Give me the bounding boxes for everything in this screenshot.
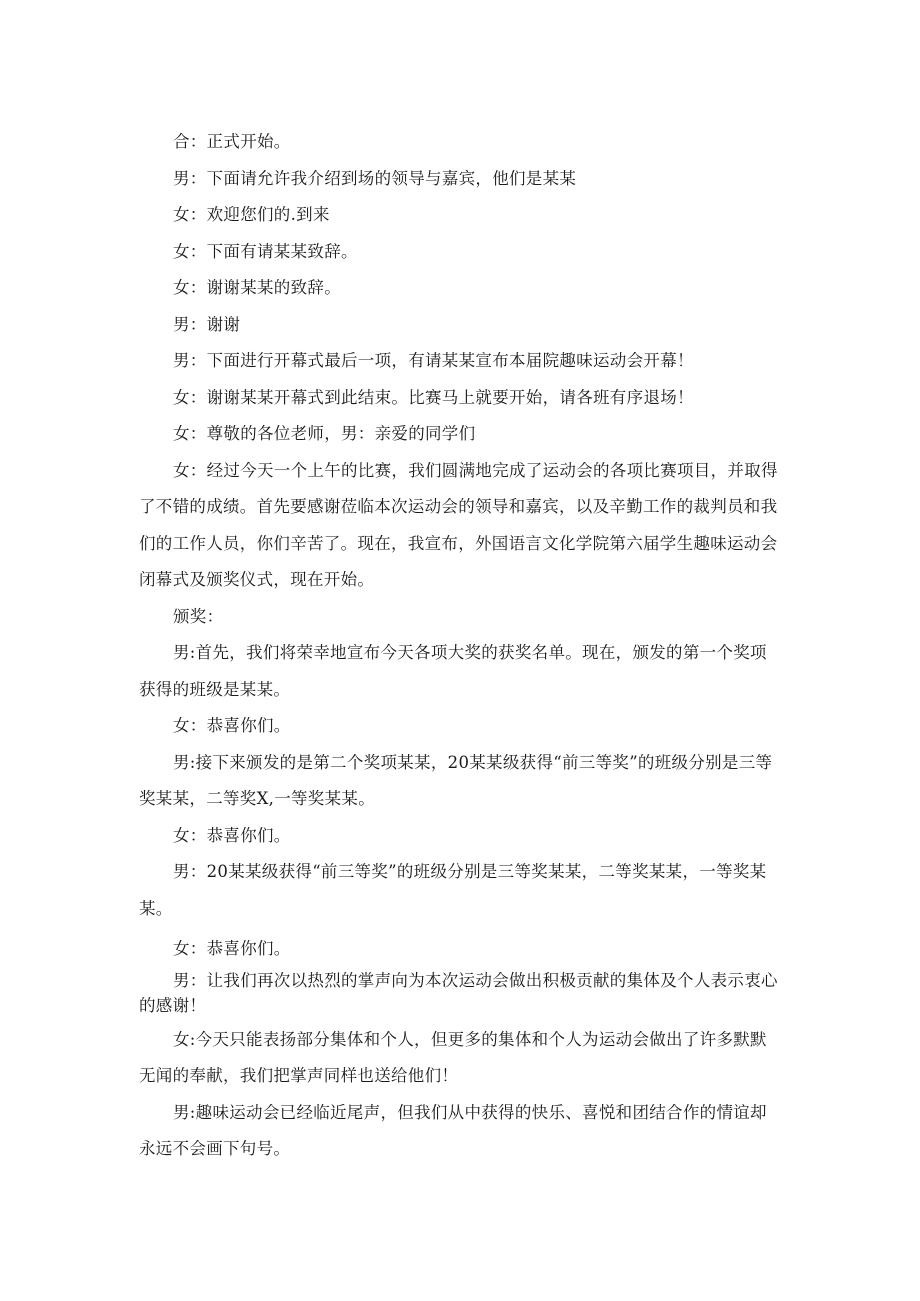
paragraph-7: 男：下面进行开幕式最后一项，有请某某宣布本届院趣味运动会开幕！: [173, 351, 694, 370]
paragraph-1: 合：正式开始。: [173, 132, 291, 151]
document-body: [139, 124, 781, 1168]
paragraph-2: 男：下面请允许我介绍到场的领导与嘉宾，他们是某某: [173, 168, 577, 188]
paragraph-8: 女：谢谢某某开幕式到此结束。比赛马上就要开始，请各班有序退场！: [173, 387, 694, 407]
paragraph-18: 男：让我们再次以热烈的掌声向为本次运动会做出积极贡献的集体及个人表示衷心的感谢！: [139, 970, 778, 1015]
paragraph-17: 女：恭喜你们。: [173, 939, 291, 958]
paragraph-3: 女：欢迎您们的.到来: [173, 205, 330, 224]
paragraph-16: 男：20某某级获得“前三等奖”的班级分别是三等奖某某，二等奖某某，一等奖某某。: [139, 862, 767, 918]
paragraph-13: 女：恭喜你们。: [173, 716, 291, 735]
paragraph-12: 男:首先，我们将荣幸地宣布今天各项大奖的获奖名单。现在，颁发的第一个奖项获得的班级是某某。: [139, 643, 767, 699]
paragraph-14: 男:接下来颁发的是第二个奖项某某，20某某级获得“前三等奖”的班级分别是三等奖某某，二等奖X,一等奖某某。: [139, 752, 773, 808]
paragraph-5: 女：谢谢某某的致辞。: [173, 278, 341, 297]
paragraph-15: 女：恭喜你们。: [173, 825, 291, 845]
paragraph-19: 女:今天只能表扬部分集体和个人，但更多的集体和个人为运动会做出了许多默默无闻的奉献，我们把掌声同样也送给他们！: [139, 1029, 767, 1085]
paragraph-11: 颁奖：: [173, 606, 224, 626]
paragraph-6: 男：谢谢: [173, 314, 241, 334]
paragraph-9: 女：尊敬的各位老师，男：亲爱的同学们: [173, 424, 476, 443]
paragraph-20: 男:趣味运动会已经临近尾声，但我们从中获得的快乐、喜悦和团结合作的情谊却永远不会画下句号。: [139, 1102, 767, 1158]
paragraph-4: 女：下面有请某某致辞。: [173, 241, 358, 261]
paragraph-10: 女：经过今天一个上午的比赛，我们圆满地完成了运动会的各项比赛项目，并取得了不错的成绩。首先要感谢莅临本次运动会的领导和嘉宾，以及辛勤工作的裁判员和我们的工作人员，你们辛苦了。现在，我宣布，外国语言文化学院第六届学生趣味运动会闭幕式及颁奖仪式，现在开始。: [139, 460, 778, 589]
